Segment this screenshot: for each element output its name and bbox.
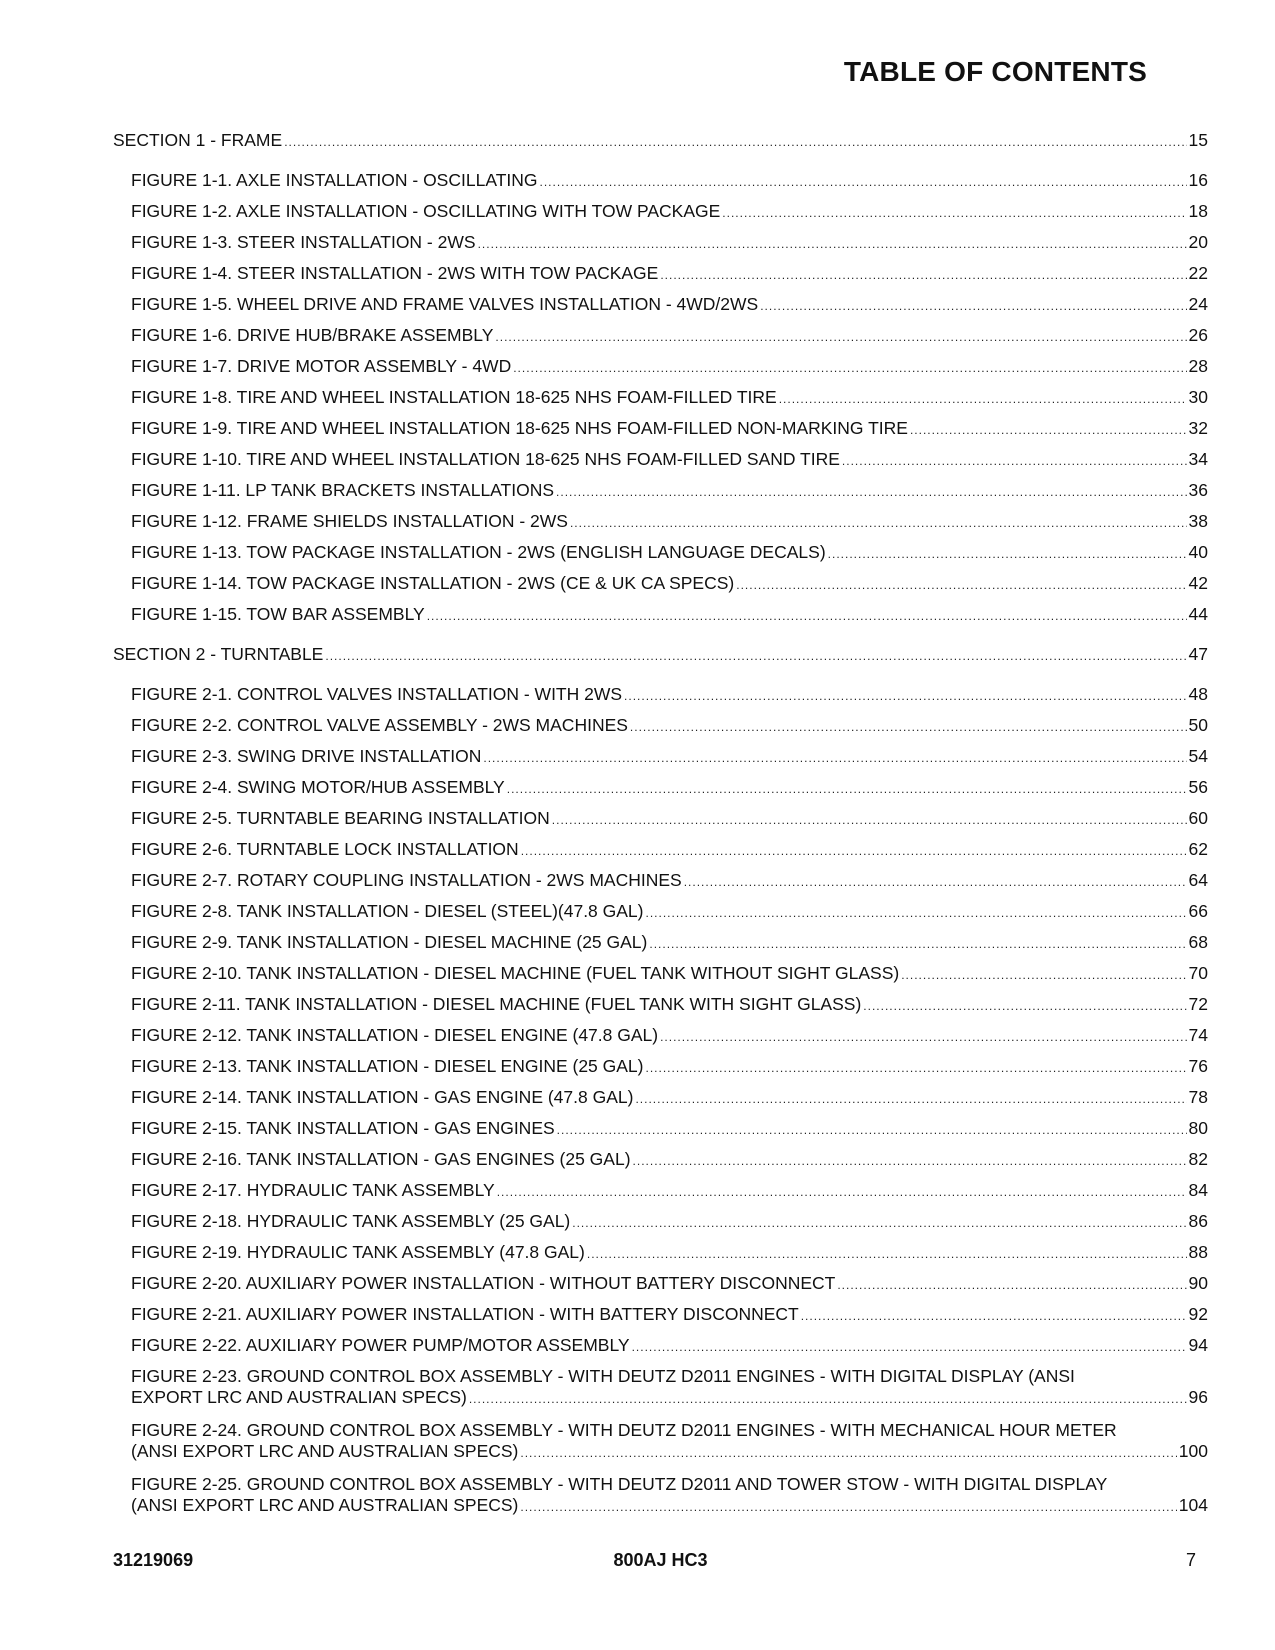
toc-entry-label: FIGURE 2-1. CONTROL VALVES INSTALLATION - WITH 2WS <box>131 684 623 704</box>
toc-entry-page: 82 <box>1188 1149 1208 1169</box>
toc-entry-label: FIGURE 1-12. FRAME SHIELDS INSTALLATION - 2WS <box>131 511 568 531</box>
dot-leader <box>521 841 1187 862</box>
footer-model: 800AJ HC3 <box>613 1550 708 1570</box>
dot-leader <box>557 1120 1187 1141</box>
toc-figure-entry[interactable] <box>113 715 1208 746</box>
toc-entry-page: 18 <box>1188 201 1208 221</box>
toc-entry-page: 42 <box>1188 573 1208 593</box>
toc-entry-page: 68 <box>1188 932 1208 952</box>
toc-entry-page: 50 <box>1188 715 1208 735</box>
toc-entry-label: FIGURE 2-20. AUXILIARY POWER INSTALLATION - WITHOUT BATTERY DISCONNECT <box>131 1273 836 1293</box>
toc-figure-entry[interactable] <box>113 963 1208 994</box>
dot-leader <box>649 934 1186 955</box>
dot-leader <box>801 1306 1187 1327</box>
dot-leader <box>660 1027 1186 1048</box>
toc-entry-label: SECTION 2 - TURNTABLE <box>113 644 324 664</box>
toc-figure-entry[interactable] <box>113 604 1208 635</box>
dot-leader <box>901 965 1186 986</box>
toc-entry-page: 80 <box>1188 1118 1208 1138</box>
dot-leader <box>635 1089 1186 1110</box>
toc-entry-label: FIGURE 2-19. HYDRAULIC TANK ASSEMBLY (47.8 GAL) <box>131 1242 585 1262</box>
dot-leader <box>863 996 1186 1017</box>
toc-figure-entry[interactable] <box>113 932 1208 963</box>
page-title: TABLE OF CONTENTS <box>843 56 1147 87</box>
toc-entry-page: 94 <box>1188 1335 1208 1355</box>
toc-entry-page: 26 <box>1188 325 1208 345</box>
toc-section-entry[interactable] <box>113 644 1208 675</box>
toc-entry-page: 56 <box>1188 777 1208 797</box>
toc-entry-label: FIGURE 2-5. TURNTABLE BEARING INSTALLATION <box>131 808 550 828</box>
toc-entry-page: 62 <box>1188 839 1208 859</box>
toc-entry-page: 30 <box>1188 387 1208 407</box>
toc-entry-label: FIGURE 1-6. DRIVE HUB/BRAKE ASSEMBLY <box>131 325 494 345</box>
dot-leader <box>722 203 1186 224</box>
footer-page-number: 7 <box>1185 1550 1196 1570</box>
dot-leader <box>552 810 1187 831</box>
toc-figure-entry[interactable] <box>113 511 1208 542</box>
toc-figure-entry[interactable] <box>113 418 1208 449</box>
toc-entry-label: FIGURE 2-18. HYDRAULIC TANK ASSEMBLY (25 GAL) <box>131 1211 571 1231</box>
toc-entry-page: 47 <box>1188 644 1208 664</box>
dot-leader <box>469 1389 1187 1410</box>
toc-entry-page: 48 <box>1188 684 1208 704</box>
toc-entry-page: 104 <box>1178 1495 1208 1515</box>
toc-entry-label: FIGURE 1-7. DRIVE MOTOR ASSEMBLY - 4WD <box>131 356 512 376</box>
footer-doc-number: 31219069 <box>113 1550 194 1570</box>
dot-leader <box>779 389 1187 410</box>
toc-entry-page: 28 <box>1188 356 1208 376</box>
toc-entry-page: 76 <box>1188 1056 1208 1076</box>
toc-figure-entry[interactable] <box>113 839 1208 870</box>
toc-entry-page: 15 <box>1188 130 1208 150</box>
dot-leader <box>910 420 1187 441</box>
dot-leader <box>570 513 1187 534</box>
dot-leader <box>478 234 1187 255</box>
toc-entry-page: 84 <box>1188 1180 1208 1200</box>
toc-entry-page: 40 <box>1188 542 1208 562</box>
toc-figure-entry[interactable] <box>113 325 1208 356</box>
dot-leader <box>325 646 1186 667</box>
toc-entry-label: FIGURE 1-4. STEER INSTALLATION - 2WS WITH TOW PACKAGE <box>131 263 659 283</box>
dot-leader <box>556 482 1186 503</box>
toc-entry-label-line2: (ANSI EXPORT LRC AND AUSTRALIAN SPECS) <box>131 1441 519 1461</box>
toc-entry-label: FIGURE 2-2. CONTROL VALVE ASSEMBLY - 2WS MACHINES <box>131 715 628 735</box>
toc-entry-page: 20 <box>1188 232 1208 252</box>
toc-figure-entry[interactable] <box>113 777 1208 808</box>
toc-figure-entry[interactable] <box>113 1242 1208 1273</box>
toc-entry-page: 38 <box>1188 511 1208 531</box>
dot-leader <box>736 575 1186 596</box>
toc-entry-label: SECTION 1 - FRAME <box>113 130 283 150</box>
dot-leader <box>507 779 1187 800</box>
toc-entry-page: 60 <box>1188 808 1208 828</box>
toc-entry-page: 96 <box>1188 1387 1208 1407</box>
toc-entry-label: FIGURE 1-5. WHEEL DRIVE AND FRAME VALVES INSTALLATION - 4WD/2WS <box>131 294 759 314</box>
toc-entry-label: FIGURE 2-4. SWING MOTOR/HUB ASSEMBLY <box>131 777 505 797</box>
toc-figure-entry[interactable] <box>113 746 1208 777</box>
toc-figure-entry[interactable] <box>113 808 1208 839</box>
toc-list <box>113 130 1208 1528</box>
toc-entry-page: 86 <box>1188 1211 1208 1231</box>
toc-entry-label-line1: FIGURE 2-25. GROUND CONTROL BOX ASSEMBLY - WITH DEUTZ D2011 AND TOWER STOW - WITH DIGITAL DISPLAY <box>131 1474 1108 1494</box>
dot-leader <box>660 265 1186 286</box>
toc-figure-entry[interactable] <box>113 1025 1208 1056</box>
toc-entry-label: FIGURE 1-11. LP TANK BRACKETS INSTALLATIONS <box>131 480 555 500</box>
toc-entry-page: 100 <box>1178 1441 1208 1461</box>
toc-entry-label: FIGURE 2-6. TURNTABLE LOCK INSTALLATION <box>131 839 519 859</box>
toc-figure-entry[interactable] <box>113 356 1208 387</box>
dot-leader <box>842 451 1187 472</box>
toc-figure-entry[interactable] <box>113 1273 1208 1304</box>
toc-entry-label: FIGURE 1-10. TIRE AND WHEEL INSTALLATION 18-625 NHS FOAM-FILLED SAND TIRE <box>131 449 840 469</box>
toc-entry-label: FIGURE 2-8. TANK INSTALLATION - DIESEL (STEEL)(47.8 GAL) <box>131 901 644 921</box>
toc-figure-entry[interactable] <box>113 573 1208 604</box>
toc-entry-page: 72 <box>1188 994 1208 1014</box>
dot-leader <box>513 358 1186 379</box>
toc-entry-label-line1: FIGURE 2-23. GROUND CONTROL BOX ASSEMBLY - WITH DEUTZ D2011 ENGINES - WITH DIGITAL DISPLAY (ANSI <box>131 1366 1075 1386</box>
toc-entry-page: 22 <box>1188 263 1208 283</box>
toc-entry-page: 74 <box>1188 1025 1208 1045</box>
toc-entry-label: FIGURE 2-21. AUXILIARY POWER INSTALLATION - WITH BATTERY DISCONNECT <box>131 1304 799 1324</box>
toc-entry-label: FIGURE 2-16. TANK INSTALLATION - GAS ENGINES (25 GAL) <box>131 1149 631 1169</box>
toc-entry-label: FIGURE 2-13. TANK INSTALLATION - DIESEL ENGINE (25 GAL) <box>131 1056 644 1076</box>
toc-entry-page: 64 <box>1188 870 1208 890</box>
toc-entry-label: FIGURE 1-15. TOW BAR ASSEMBLY <box>131 604 425 624</box>
toc-entry-label: FIGURE 2-10. TANK INSTALLATION - DIESEL MACHINE (FUEL TANK WITHOUT SIGHT GLASS) <box>131 963 900 983</box>
toc-entry-page: 16 <box>1188 170 1208 190</box>
toc-entry-label: FIGURE 2-17. HYDRAULIC TANK ASSEMBLY <box>131 1180 495 1200</box>
toc-entry-label: FIGURE 1-1. AXLE INSTALLATION - OSCILLATING <box>131 170 538 190</box>
toc-entry-page: 90 <box>1188 1273 1208 1293</box>
toc-figure-entry[interactable] <box>113 684 1208 715</box>
toc-figure-entry[interactable] <box>113 1087 1208 1118</box>
toc-figure-entry[interactable] <box>113 994 1208 1025</box>
toc-figure-entry[interactable] <box>113 1304 1208 1335</box>
toc-figure-entry[interactable] <box>113 263 1208 294</box>
toc-figure-entry[interactable] <box>113 294 1208 325</box>
toc-figure-entry[interactable] <box>113 1211 1208 1242</box>
toc-entry-label: FIGURE 1-9. TIRE AND WHEEL INSTALLATION 18-625 NHS FOAM-FILLED NON-MARKING TIRE <box>131 418 908 438</box>
toc-entry-label: FIGURE 2-12. TANK INSTALLATION - DIESEL ENGINE (47.8 GAL) <box>131 1025 659 1045</box>
dot-leader <box>837 1275 1186 1296</box>
toc-figure-entry[interactable] <box>113 1056 1208 1087</box>
dot-leader <box>520 1443 1176 1464</box>
toc-entry-page: 70 <box>1188 963 1208 983</box>
toc-entry-label: FIGURE 2-7. ROTARY COUPLING INSTALLATION - 2WS MACHINES <box>131 870 682 890</box>
dot-leader <box>646 1058 1187 1079</box>
toc-entry-page: 44 <box>1188 604 1208 624</box>
toc-figure-entry[interactable] <box>113 387 1208 418</box>
dot-leader <box>572 1213 1186 1234</box>
dot-leader <box>646 903 1187 924</box>
toc-figure-entry[interactable] <box>113 449 1208 480</box>
toc-entry-page: 54 <box>1188 746 1208 766</box>
toc-entry-label: FIGURE 2-11. TANK INSTALLATION - DIESEL MACHINE (FUEL TANK WITH SIGHT GLASS) <box>131 994 862 1014</box>
toc-entry-label-line2: (ANSI EXPORT LRC AND AUSTRALIAN SPECS) <box>131 1495 519 1515</box>
toc-entry-page: 78 <box>1188 1087 1208 1107</box>
toc-entry-label-line1: FIGURE 2-24. GROUND CONTROL BOX ASSEMBLY - WITH DEUTZ D2011 ENGINES - WITH MECHANICAL HOUR METER <box>131 1420 1117 1440</box>
dot-leader <box>520 1497 1176 1518</box>
toc-entry-label: FIGURE 2-9. TANK INSTALLATION - DIESEL MACHINE (25 GAL) <box>131 932 648 952</box>
toc-figure-entry[interactable] <box>113 232 1208 263</box>
toc-entry-label: FIGURE 1-2. AXLE INSTALLATION - OSCILLATING WITH TOW PACKAGE <box>131 201 721 221</box>
dot-leader <box>483 748 1186 769</box>
toc-entry-page: 36 <box>1188 480 1208 500</box>
dot-leader <box>587 1244 1187 1265</box>
toc-section-entry[interactable] <box>113 130 1208 161</box>
toc-figure-entry[interactable] <box>113 1366 1208 1420</box>
toc-entry-label: FIGURE 1-3. STEER INSTALLATION - 2WS <box>131 232 476 252</box>
toc-figure-entry[interactable] <box>113 542 1208 573</box>
dot-leader <box>633 1151 1187 1172</box>
toc-figure-entry[interactable] <box>113 870 1208 901</box>
toc-figure-entry[interactable] <box>113 480 1208 511</box>
toc-entry-page: 32 <box>1188 418 1208 438</box>
toc-entry-label: FIGURE 1-14. TOW PACKAGE INSTALLATION - 2WS (CE & UK CA SPECS) <box>131 573 735 593</box>
toc-entry-label: FIGURE 1-8. TIRE AND WHEEL INSTALLATION 18-625 NHS FOAM-FILLED TIRE <box>131 387 777 407</box>
toc-figure-entry[interactable] <box>113 1474 1208 1528</box>
dot-leader <box>684 872 1187 893</box>
toc-figure-entry[interactable] <box>113 1420 1208 1474</box>
dot-leader <box>540 172 1187 193</box>
toc-entry-page: 92 <box>1188 1304 1208 1324</box>
dot-leader <box>495 327 1186 348</box>
toc-entry-label: FIGURE 2-22. AUXILIARY POWER PUMP/MOTOR ASSEMBLY <box>131 1335 630 1355</box>
toc-entry-page: 66 <box>1188 901 1208 921</box>
dot-leader <box>284 132 1186 153</box>
toc-entry-label: FIGURE 1-13. TOW PACKAGE INSTALLATION - 2WS (ENGLISH LANGUAGE DECALS) <box>131 542 826 562</box>
toc-entry-label: FIGURE 2-15. TANK INSTALLATION - GAS ENGINES <box>131 1118 555 1138</box>
toc-figure-entry[interactable] <box>113 901 1208 932</box>
dot-leader <box>760 296 1186 317</box>
toc-entry-page: 88 <box>1188 1242 1208 1262</box>
dot-leader <box>427 606 1187 627</box>
toc-entry-page: 34 <box>1188 449 1208 469</box>
page-footer <box>113 1550 1208 1574</box>
dot-leader <box>630 717 1187 738</box>
toc-entry-label: FIGURE 2-3. SWING DRIVE INSTALLATION <box>131 746 482 766</box>
toc-figure-entry[interactable] <box>113 201 1208 232</box>
toc-entry-label: FIGURE 2-14. TANK INSTALLATION - GAS ENGINE (47.8 GAL) <box>131 1087 634 1107</box>
toc-figure-entry[interactable] <box>113 170 1208 201</box>
dot-leader <box>632 1337 1187 1358</box>
dot-leader <box>828 544 1187 565</box>
toc-figure-entry[interactable] <box>113 1335 1208 1366</box>
toc-entry-label-line2: EXPORT LRC AND AUSTRALIAN SPECS) <box>131 1387 467 1407</box>
dot-leader <box>497 1182 1187 1203</box>
toc-figure-entry[interactable] <box>113 1180 1208 1211</box>
toc-figure-entry[interactable] <box>113 1118 1208 1149</box>
dot-leader <box>624 686 1186 707</box>
toc-entry-page: 24 <box>1188 294 1208 314</box>
toc-figure-entry[interactable] <box>113 1149 1208 1180</box>
